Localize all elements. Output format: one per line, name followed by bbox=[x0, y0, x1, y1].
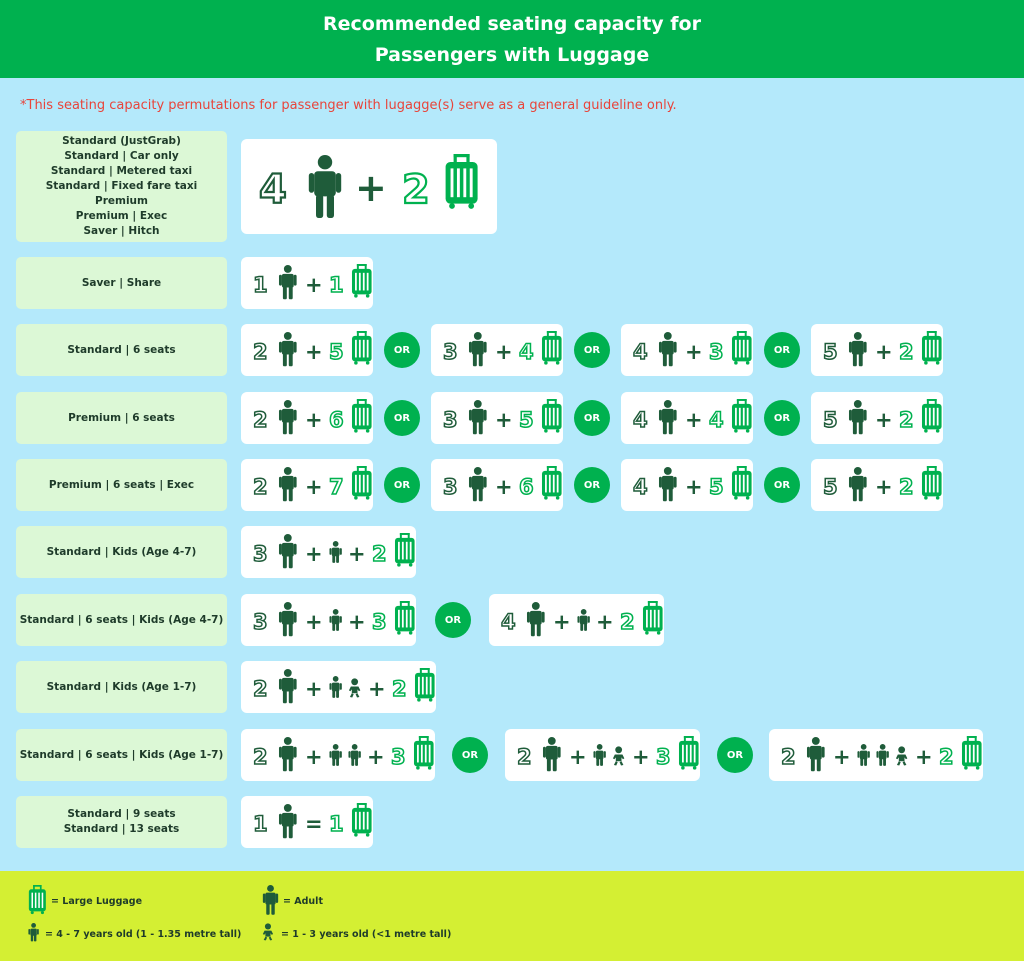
legend-toddler bbox=[262, 923, 451, 945]
row-label bbox=[16, 729, 227, 781]
luggage-count: 2 bbox=[899, 408, 914, 432]
adult-count: 4 bbox=[501, 610, 516, 634]
child-icon bbox=[329, 541, 341, 563]
adult-count: 5 bbox=[823, 408, 838, 432]
adult-count: 1 bbox=[253, 812, 268, 836]
adult-icon bbox=[543, 737, 561, 771]
plus-sign: + bbox=[348, 610, 366, 634]
legend-adult bbox=[262, 885, 323, 918]
luggage-icon bbox=[29, 885, 46, 914]
option-card bbox=[811, 392, 943, 444]
child-icon bbox=[28, 923, 45, 945]
row-label bbox=[16, 392, 227, 444]
luggage-count: 2 bbox=[899, 340, 914, 364]
luggage-icon bbox=[732, 331, 752, 365]
adult-count: 1 bbox=[253, 273, 268, 297]
luggage-icon bbox=[922, 399, 942, 433]
luggage-icon bbox=[542, 399, 562, 433]
adult-count: 3 bbox=[443, 475, 458, 499]
option-card bbox=[241, 139, 497, 234]
adult-icon bbox=[469, 332, 487, 366]
plus-sign: + bbox=[596, 610, 614, 634]
option-card bbox=[621, 459, 753, 511]
option-card bbox=[431, 324, 563, 376]
option-card bbox=[621, 392, 753, 444]
plus-sign: + bbox=[632, 745, 650, 769]
plus-sign: + bbox=[305, 745, 323, 769]
plus-sign: + bbox=[355, 166, 387, 210]
luggage-icon bbox=[732, 466, 752, 500]
row-label-line: Standard | Kids (Age 4-7) bbox=[46, 545, 197, 558]
luggage-count: 5 bbox=[519, 408, 534, 432]
plus-sign: + bbox=[348, 542, 366, 566]
or-badge: OR bbox=[717, 737, 753, 773]
row-label-line: Standard | Kids (Age 1-7) bbox=[46, 680, 197, 693]
adult-icon bbox=[279, 332, 297, 366]
legend-adult-text: = Adult bbox=[283, 896, 323, 907]
luggage-icon bbox=[352, 803, 372, 837]
adult-count: 4 bbox=[259, 167, 287, 213]
luggage-count: 2 bbox=[899, 475, 914, 499]
luggage-icon bbox=[922, 466, 942, 500]
adult-icon bbox=[659, 467, 677, 501]
row-label-line: Premium bbox=[95, 195, 148, 207]
adult-count: 5 bbox=[823, 340, 838, 364]
luggage-icon bbox=[643, 601, 663, 635]
plus-sign: + bbox=[368, 677, 386, 701]
plus-sign: + bbox=[305, 408, 323, 432]
adult-count: 2 bbox=[517, 745, 532, 769]
luggage-count: 4 bbox=[709, 408, 724, 432]
legend-luggage bbox=[28, 885, 142, 918]
luggage-count: 5 bbox=[329, 340, 344, 364]
adult-icon bbox=[279, 467, 297, 501]
luggage-count: 2 bbox=[620, 610, 635, 634]
luggage-icon bbox=[352, 466, 372, 500]
plus-sign: + bbox=[569, 745, 587, 769]
option-card bbox=[431, 459, 563, 511]
guideline-note: *This seating capacity permutations for passenger with lugagge(s) serve as a general guideline only. bbox=[20, 98, 677, 113]
row-label bbox=[16, 796, 227, 848]
luggage-count: 2 bbox=[939, 745, 954, 769]
option-card bbox=[621, 324, 753, 376]
or-badge: OR bbox=[764, 467, 800, 503]
adult-count: 4 bbox=[633, 408, 648, 432]
adult-icon bbox=[279, 602, 297, 636]
luggage-count: 3 bbox=[709, 340, 724, 364]
row-label bbox=[16, 594, 227, 646]
child-icon bbox=[577, 609, 589, 631]
luggage-icon bbox=[28, 885, 51, 918]
luggage-icon bbox=[352, 331, 372, 365]
luggage-count: 3 bbox=[372, 610, 387, 634]
or-badge: OR bbox=[435, 602, 471, 638]
child-icon bbox=[329, 676, 341, 698]
luggage-icon bbox=[415, 668, 435, 702]
option-card bbox=[241, 661, 436, 713]
title-line-1: Recommended seating capacity for bbox=[323, 13, 701, 35]
option-card bbox=[241, 796, 373, 848]
or-badge: OR bbox=[574, 332, 610, 368]
or-badge: OR bbox=[384, 400, 420, 436]
row-label bbox=[16, 526, 227, 578]
row-label bbox=[16, 257, 227, 309]
row-label bbox=[16, 131, 227, 242]
child-icon bbox=[593, 744, 605, 766]
toddler-icon bbox=[613, 746, 624, 765]
option-card bbox=[241, 594, 416, 646]
adult-icon bbox=[279, 265, 297, 299]
luggage-count: 6 bbox=[519, 475, 534, 499]
legend-child bbox=[28, 923, 241, 945]
plus-sign: + bbox=[495, 475, 513, 499]
plus-sign: + bbox=[305, 340, 323, 364]
plus-sign: + bbox=[305, 677, 323, 701]
plus-sign: + bbox=[875, 408, 893, 432]
plus-sign: + bbox=[495, 408, 513, 432]
luggage-icon bbox=[414, 736, 434, 770]
plus-sign: + bbox=[685, 340, 703, 364]
plus-sign: + bbox=[875, 475, 893, 499]
or-badge: OR bbox=[452, 737, 488, 773]
option-card bbox=[241, 526, 416, 578]
option-card bbox=[241, 257, 373, 309]
plus-sign: + bbox=[305, 475, 323, 499]
adult-count: 2 bbox=[253, 677, 268, 701]
luggage-count: 3 bbox=[656, 745, 671, 769]
child-icon bbox=[857, 744, 869, 766]
luggage-count: 2 bbox=[402, 167, 430, 213]
luggage-count: 7 bbox=[329, 475, 344, 499]
plus-sign: + bbox=[685, 408, 703, 432]
child-icon bbox=[329, 609, 341, 631]
adult-icon bbox=[279, 737, 297, 771]
luggage-count: 1 bbox=[329, 273, 344, 297]
legend-luggage-text: = Large Luggage bbox=[51, 896, 143, 907]
or-badge: OR bbox=[384, 332, 420, 368]
adult-icon bbox=[659, 400, 677, 434]
adult-icon bbox=[262, 885, 283, 918]
or-badge: OR bbox=[764, 332, 800, 368]
adult-icon bbox=[659, 332, 677, 366]
row-label-line: Standard | Car only bbox=[64, 150, 179, 162]
adult-count: 4 bbox=[633, 340, 648, 364]
row-label-line: Standard | 6 seats | Kids (Age 4-7) bbox=[19, 613, 224, 626]
header bbox=[0, 0, 1024, 78]
child-icon bbox=[876, 744, 888, 766]
adult-icon bbox=[279, 804, 297, 838]
adult-icon bbox=[849, 400, 867, 434]
plus-sign: + bbox=[875, 340, 893, 364]
row-label bbox=[16, 324, 227, 376]
adult-icon bbox=[849, 467, 867, 501]
plus-sign: + bbox=[833, 745, 851, 769]
legend-toddler-text: = 1 - 3 years old (<1 metre tall) bbox=[281, 928, 452, 940]
adult-icon bbox=[279, 534, 297, 568]
adult-icon bbox=[527, 602, 545, 636]
adult-count: 2 bbox=[781, 745, 796, 769]
adult-count: 3 bbox=[443, 408, 458, 432]
row-label-line: Standard | Fixed fare taxi bbox=[45, 180, 198, 192]
luggage-icon bbox=[732, 399, 752, 433]
option-card bbox=[811, 324, 943, 376]
plus-sign: + bbox=[685, 475, 703, 499]
plus-sign: + bbox=[495, 340, 513, 364]
adult-count: 2 bbox=[253, 408, 268, 432]
adult-icon bbox=[279, 669, 297, 703]
luggage-count: 3 bbox=[391, 745, 406, 769]
adult-icon bbox=[849, 332, 867, 366]
adult-count: 5 bbox=[823, 475, 838, 499]
luggage-count: 1 bbox=[329, 812, 344, 836]
adult-count: 2 bbox=[253, 475, 268, 499]
adult-icon bbox=[469, 400, 487, 434]
legend-child-text: = 4 - 7 years old (1 - 1.35 metre tall) bbox=[45, 928, 242, 940]
title-line-2: Passengers with Luggage bbox=[374, 44, 650, 66]
row-label-line: Saver | Share bbox=[81, 276, 162, 289]
adult-icon bbox=[807, 737, 825, 771]
child-icon bbox=[348, 744, 360, 766]
option-card bbox=[505, 729, 700, 781]
adult-icon bbox=[279, 400, 297, 434]
adult-count: 3 bbox=[253, 610, 268, 634]
luggage-icon bbox=[542, 466, 562, 500]
plus-sign: + bbox=[915, 745, 933, 769]
plus-sign: + bbox=[305, 610, 323, 634]
row-label-line: Standard (JustGrab) bbox=[62, 135, 181, 147]
option-card bbox=[241, 392, 373, 444]
luggage-icon bbox=[446, 154, 478, 209]
plus-sign: + bbox=[553, 610, 571, 634]
legend bbox=[0, 871, 1024, 961]
adult-icon bbox=[469, 467, 487, 501]
option-card bbox=[241, 459, 373, 511]
luggage-count: 6 bbox=[329, 408, 344, 432]
option-card bbox=[769, 729, 983, 781]
or-badge: OR bbox=[764, 400, 800, 436]
luggage-icon bbox=[922, 331, 942, 365]
luggage-icon bbox=[962, 736, 982, 770]
row-label-line: Saver | Hitch bbox=[83, 225, 160, 237]
plus-sign: + bbox=[367, 745, 385, 769]
luggage-icon bbox=[542, 331, 562, 365]
adult-icon bbox=[309, 155, 341, 218]
option-card bbox=[811, 459, 943, 511]
adult-count: 2 bbox=[253, 340, 268, 364]
plus-sign: + bbox=[305, 542, 323, 566]
toddler-icon bbox=[896, 746, 907, 765]
toddler-icon bbox=[349, 678, 360, 697]
row-label bbox=[16, 661, 227, 713]
option-card bbox=[489, 594, 664, 646]
child-icon bbox=[329, 744, 341, 766]
row-label-line: Premium | Exec bbox=[75, 210, 168, 222]
toddler-icon bbox=[262, 923, 281, 945]
luggage-count: 2 bbox=[372, 542, 387, 566]
luggage-count: 5 bbox=[709, 475, 724, 499]
plus-sign: + bbox=[305, 273, 323, 297]
adult-icon bbox=[263, 885, 278, 915]
or-badge: OR bbox=[574, 400, 610, 436]
plus-sign: = bbox=[305, 812, 323, 836]
luggage-icon bbox=[395, 601, 415, 635]
row-label-line: Standard | Metered taxi bbox=[50, 165, 193, 177]
adult-count: 4 bbox=[633, 475, 648, 499]
luggage-icon bbox=[352, 264, 372, 298]
row-label-line: Premium | 6 seats | Exec bbox=[48, 478, 195, 491]
luggage-icon bbox=[352, 399, 372, 433]
toddler-icon bbox=[263, 923, 273, 940]
child-icon bbox=[28, 923, 38, 941]
option-card bbox=[241, 324, 373, 376]
adult-count: 2 bbox=[253, 745, 268, 769]
row-label-line: Premium | 6 seats bbox=[68, 411, 175, 424]
or-badge: OR bbox=[384, 467, 420, 503]
luggage-count: 4 bbox=[519, 340, 534, 364]
luggage-icon bbox=[679, 736, 699, 770]
row-label-line: Standard | 6 seats bbox=[67, 343, 176, 356]
or-badge: OR bbox=[574, 467, 610, 503]
row-label bbox=[16, 459, 227, 511]
luggage-icon bbox=[395, 533, 415, 567]
option-card bbox=[241, 729, 435, 781]
row-label-line: Standard | 6 seats | Kids (Age 1-7) bbox=[19, 748, 224, 761]
adult-count: 3 bbox=[253, 542, 268, 566]
option-card bbox=[431, 392, 563, 444]
luggage-count: 2 bbox=[392, 677, 407, 701]
row-label-line: Standard | 13 seats bbox=[63, 823, 180, 835]
row-label-line: Standard | 9 seats bbox=[67, 808, 176, 820]
adult-count: 3 bbox=[443, 340, 458, 364]
